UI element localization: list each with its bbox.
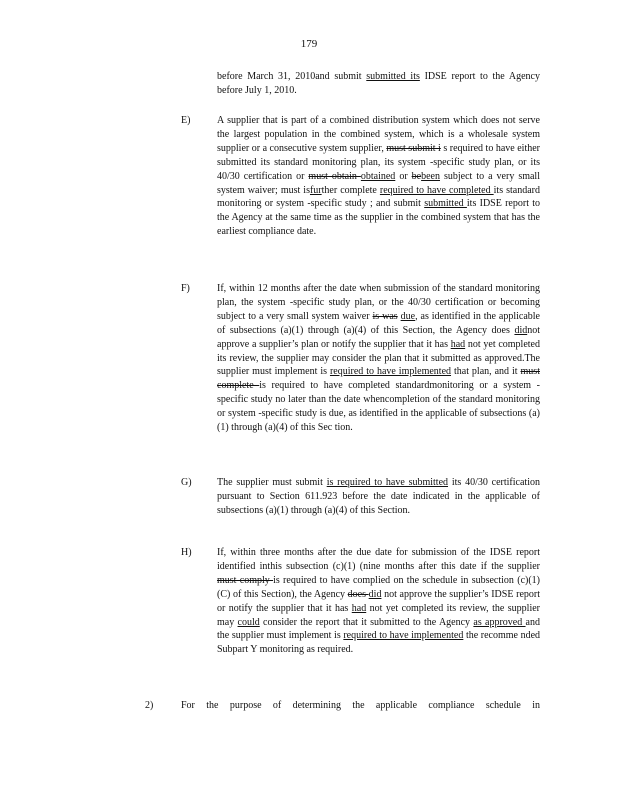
deleted-text: be — [411, 170, 422, 182]
inserted-text: required to have implemented — [329, 366, 452, 378]
intro-paragraph — [217, 70, 540, 98]
text-run: subject to a very small system waiver; must is — [217, 170, 540, 196]
inserted-text: submitted its — [366, 71, 420, 82]
inserted-text: submitted — [424, 198, 467, 210]
inserted-text: fur — [309, 184, 322, 196]
inserted-text: could — [237, 616, 260, 628]
item-f-paragraph — [217, 282, 540, 435]
text-run: is required to have completed standardmonitoring or a system - specific study no later than the date whencompletion of the standard monitoring or system -specific study is due, as identified in the applicable of subsections (a)(1) through (a)(4) of this Sec tion. — [217, 380, 540, 434]
text-run: its standard monitoring or system -specific study ; and submit — [217, 184, 540, 210]
inserted-text: been — [421, 170, 440, 182]
text-run: the recomme nded Subpart Y monitoring as required. — [217, 630, 541, 656]
item-g-marker: G) — [181, 477, 192, 488]
deleted-text: must comply — [217, 574, 274, 586]
inserted-text: required to have completed — [379, 184, 494, 196]
text-run: ther complete — [321, 184, 380, 196]
item-h-paragraph — [217, 546, 540, 657]
text-run: not approve the supplier’s IDSE report or notify the supplier that it has — [217, 588, 540, 614]
text-run: its IDSE report to the Agency at the same time as the supplier in the combined system that has the earliest compliance date. — [217, 198, 541, 238]
text-run: If, within 12 months after the date when submission of the standard monitoring plan, the system -specific study plan, or the 40/30 certification or becoming subject to a very small system waiver — [217, 283, 540, 322]
text-run: s required to have either submitted its standard monitoring plan, its system -specific study plan, or its 40/30 certification or — [217, 142, 540, 182]
deleted-text: must complete — [217, 366, 540, 392]
item-e-paragraph — [217, 114, 540, 239]
inserted-text: had — [450, 338, 466, 350]
deleted-text: must obtain — [308, 170, 361, 182]
inserted-text: had — [351, 602, 367, 614]
text-run: is required to have complied on the schedule in subsection (c)(1)(C) of this Section), the Agency — [217, 574, 540, 600]
inserted-text: is required to have submitted — [326, 477, 449, 488]
text-run: and the supplier must implement is — [217, 616, 540, 642]
deleted-text: is was — [372, 310, 398, 322]
item-h-marker: H) — [181, 547, 192, 558]
text-run: its 40/30 certification pursuant to Section 611.923 before the date indicated in the applicable of subsections (a)(1) through (a)(4) of this Section. — [217, 477, 540, 516]
item-2-paragraph: For the purpose of determining the applicable compliance schedule in — [181, 700, 540, 711]
text-run: A supplier that is part of a combined distribution system which does not serve the largest population in the combined system, which is a wholesale system supplier or a consecutive system supplier, — [217, 115, 540, 154]
inserted-text: obtained — [360, 170, 396, 182]
inserted-text: as approved — [473, 616, 526, 628]
text-run: IDSE report to the Agency before July 1, 2010. — [217, 71, 540, 96]
inserted-text: did — [368, 588, 382, 600]
text-run: or — [395, 170, 412, 182]
inserted-text: did — [514, 324, 528, 336]
inserted-text: required to have implemented — [343, 630, 464, 642]
item-f-marker: F) — [181, 283, 190, 294]
text-run: If, within three months after the due date for submission of the IDSE report identified inthis subsection (c)(1) (nine months after this date if the supplier — [217, 547, 540, 572]
text-run: , as identified in the applicable of subsections (a)(1) through (a)(4) of this Section, the Agency does — [217, 310, 540, 336]
text-run: The supplier must submit — [217, 477, 327, 488]
deleted-text: does — [347, 588, 369, 600]
text-run: that plan, and it — [451, 366, 521, 378]
text-run: consider the report that it submitted to the Agency — [259, 616, 474, 628]
text-run: before March 31, 2010and submit — [217, 71, 367, 82]
text-run: not approve a supplier’s plan or notify the supplier that it has — [217, 324, 540, 350]
text-run: not yet completed its review, the supplier may consider the plan that it submitted as approved.The supplier must implement is — [217, 338, 540, 378]
inserted-text: due — [400, 310, 416, 322]
item-g-paragraph — [217, 476, 540, 518]
item-e-marker: E) — [181, 115, 191, 126]
text-run: not yet completed its review, the supplier may — [217, 602, 540, 628]
deleted-text: must submit i — [386, 142, 441, 154]
item-2-marker: 2) — [145, 700, 154, 711]
page-number: 179 — [300, 38, 318, 50]
